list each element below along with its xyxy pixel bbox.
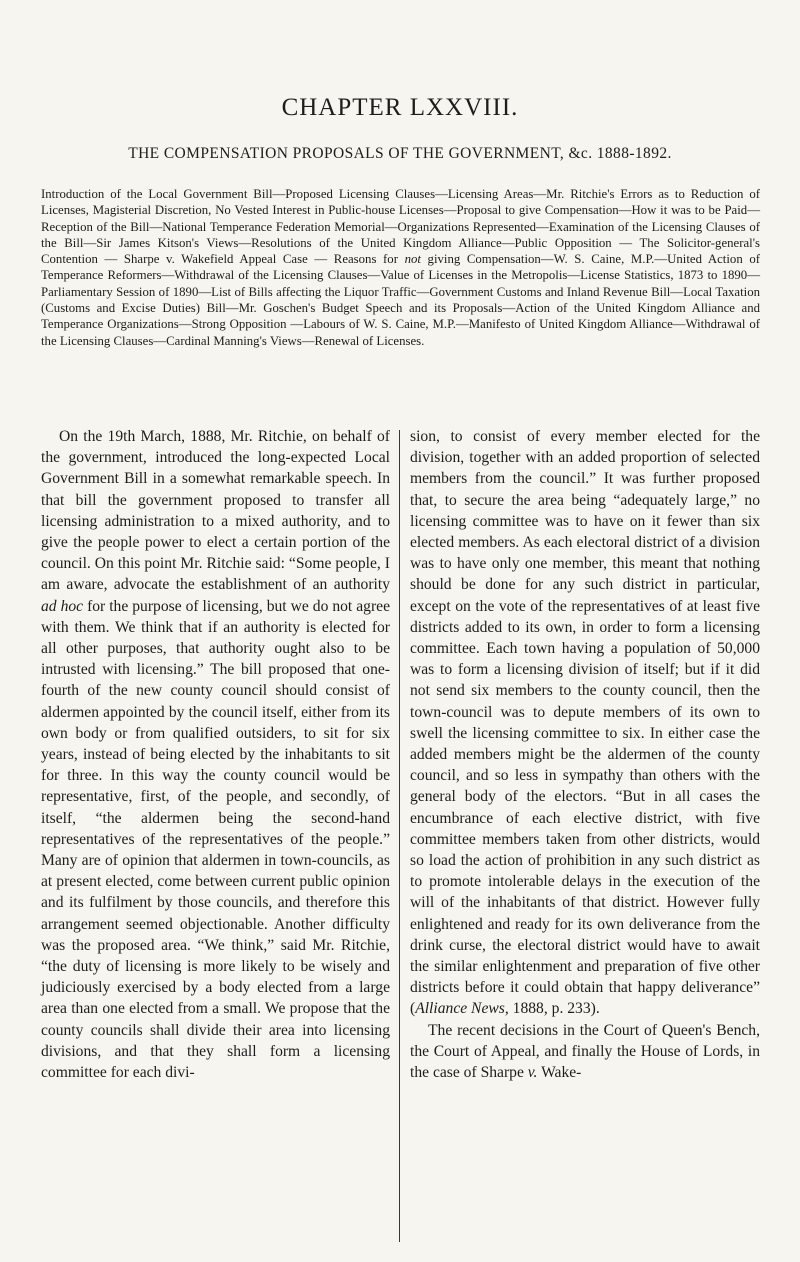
left-column	[41, 426, 390, 1083]
column-divider	[399, 430, 400, 1242]
left-paragraph	[41, 426, 390, 1083]
summary-emphasis-not: not	[404, 252, 421, 267]
section-title: THE COMPENSATION PROPOSALS OF THE GOVERNMENT, &c. 1888-1892.	[128, 145, 672, 162]
right-text-citation-end: , 1888, p. 233).	[504, 1000, 600, 1018]
right-paragraph-continued	[410, 426, 760, 1020]
summary-text-part1: Introduction of the Local Government Bill—Proposed Licensing Clauses—Licensing Areas—Mr. Ritchie's Errors as to Reduction of Licenses, Magisterial Discretion, No Vested Interest in Public-house Licenses—Proposal to give Compensation—How it was to be Paid—Reception of the Bill—National Temperance Federation Memorial—Organizations Represented—Examination of the Licensing Clauses of the Bill—Sir James Kitson's Views—Resolutions of the United Kingdom Alliance—Public Opposition — The Solicitor-general's Contention — Sharpe v. Wakefield Appeal Case — Reasons for	[41, 187, 760, 267]
chapter-summary	[41, 186, 760, 349]
latin-ad-hoc: ad hoc	[41, 597, 84, 615]
left-text-a: On the 19th March, 1888, Mr. Ritchie, on behalf of the government, introduced the long-expected Local Government Bill in a somewhat remarkable speech. In that bill the government proposed to transfer all licensing administration to a mixed authority, and to give the people power to elect a certain portion of the council. On this point Mr. Ritchie said: “Some people, I am aware, advocate the establishment of an authority	[41, 428, 390, 594]
right-column	[410, 426, 760, 1083]
case-versus: v.	[527, 1064, 538, 1082]
citation-alliance-news: Alliance News	[415, 1000, 505, 1018]
right-paragraph-2	[410, 1020, 760, 1084]
right-text-p2b: Wake-	[537, 1064, 582, 1082]
summary-text-part2: giving Compensation—W. S. Caine, M.P.—United Action of Temperance Reformers—Withdrawal of the Licensing Clauses—Value of Licenses in the Metropolis—License Statistics, 1873 to 1890—Parliamentary Session of 1890—List of Bills affecting the Liquor Traffic—Government Customs and Inland Revenue Bill—Local Taxation (Customs and Excise Duties) Bill—Mr. Goschen's Budget Speech and its Proposals—Action of the United Kingdom Alliance and Temperance Organizations—Strong Opposition —Labours of W. S. Caine, M.P.—Manifesto of United Kingdom Alliance—Withdrawal of the Licensing Clauses—Cardinal Manning's Views—Renewal of Licenses.	[41, 252, 760, 348]
left-text-b: for the purpose of licensing, but we do not agree with them. We think that if an authority is elected for all other purposes, that authority ought also to be intrusted with licensing.” The bill proposed that one-fourth of the new county council should consist of aldermen appointed by the council itself, either from its own body or from qualified outsiders, to sit for six years, instead of being elected by the inhabitants to sit for three. In this way the county council would be representative, first, of the people, and secondly, of itself, “the aldermen being the second-hand representatives of the representatives of the people.” Many are of opinion that aldermen in town-councils, as at present elected, come between current public opinion and its fulfilment by those councils, and therefore this arrangement seemed objectionable. Another difficulty was the proposed area. “We think,” said Mr. Ritchie, “the duty of licensing is more likely to be wisely and judiciously exercised by a body elected from a large area than one elected from a small. We propose that the county councils shall divide their area into licensing divisions, and that they shall form a licensing committee for each divi-	[41, 597, 390, 1082]
chapter-heading: CHAPTER LXXVIII.	[281, 94, 519, 121]
right-text-a: sion, to consist of every member elected for the division, together with an added proportion of selected members from the council.” It was further proposed that, to secure the area being “adequately large,” no licensing committee was to have on it fewer than six elected members. As each electoral district of a division was to have only one member, this meant that nothing should be done for any such district in particular, except on the vote of the representatives of at least five districts added to its own, in order to form a licensing committee. Each town having a population of 50,000 was to form a licensing division of itself; but if it did not send six members to the county council, then the town-council was to depute members of its own to swell the licensing committee to six. In either case the added members might be the aldermen of the county council, and so less in sympathy than others with the general body of the electors. “But in all cases the encumbrance of each elective district, with five committee members taken from other districts, would so load the action of prohibition in any such district as to promote intolerable delays in the execution of the will of the inhabitants of that district. However fully enlightened and ready for its own deliverance from the drink curse, the electoral district would have to await the similar enlightenment and preparation of five other districts before it could obtain that happy deliverance” (	[410, 428, 760, 1018]
right-text-p2a: The recent decisions in the Court of Queen's Bench, the Court of Appeal, and finally the House of Lords, in the case of Sharpe	[410, 1021, 760, 1082]
